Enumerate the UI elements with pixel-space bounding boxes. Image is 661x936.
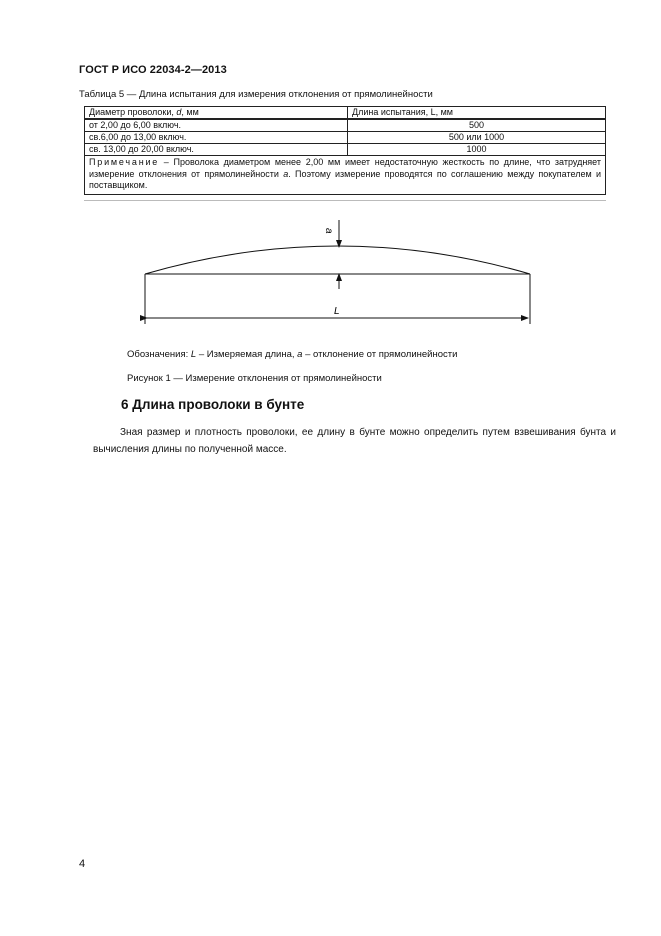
col-diameter-header xyxy=(85,107,348,120)
note-var: a xyxy=(283,168,289,179)
length-table xyxy=(84,106,606,195)
cell-range: св. 13,00 до 20,00 включ. xyxy=(85,144,348,156)
label-L: L xyxy=(334,306,340,317)
deviation-figure xyxy=(135,216,540,328)
legend-a: a xyxy=(297,349,303,360)
table-row xyxy=(85,119,606,132)
cell-length: 500 xyxy=(348,119,606,132)
bent-wire-arc xyxy=(145,246,530,274)
table-bottom-rule xyxy=(84,200,606,201)
table-row xyxy=(85,132,606,144)
col-length-header: Длина испытания, L, мм xyxy=(348,107,606,120)
table-note-row xyxy=(85,156,606,195)
cell-range: св.6,00 до 13,00 включ. xyxy=(85,132,348,144)
table-header-row xyxy=(85,107,606,120)
table-note xyxy=(85,156,606,195)
section-heading: 6 Длина проволоки в бунте xyxy=(121,397,305,412)
section-paragraph: Зная размер и плотность проволоки, ее длину в бунте можно определить путем взвешивания бунта и вычисления длины по полученной массе. xyxy=(93,427,616,455)
label-a: a xyxy=(323,228,334,234)
table-caption: Таблица 5 — Длина испытания для измерения отклонения от прямолинейности xyxy=(79,89,433,100)
note-text-2: . Поэтому измерение проводятся по соглашению между покупателем и поставщиком. xyxy=(89,168,601,190)
col-diameter-header-var: d xyxy=(176,107,182,117)
note-text-1: – Проволока диаметром менее 2,00 мм имеет недостаточную жесткость по длине, что затрудняет измерение отклонения от прямолинейности xyxy=(89,157,601,179)
page-number: 4 xyxy=(79,858,86,870)
cell-length: 1000 xyxy=(348,144,606,156)
col-diameter-header-prefix: Диаметр проволоки, xyxy=(89,107,177,117)
legend-mid: – Измеряемая длина, xyxy=(196,349,298,360)
legend-prefix: Обозначения: xyxy=(127,349,191,360)
legend-L: L xyxy=(190,349,197,360)
cell-length: 500 или 1000 xyxy=(348,132,606,144)
table-row xyxy=(85,144,606,156)
document-id: ГОСТ Р ИСО 22034-2—2013 xyxy=(79,64,227,76)
figure-caption: Рисунок 1 — Измерение отклонения от прямолинейности xyxy=(127,373,382,384)
legend-suffix: – отклонение от прямолинейности xyxy=(302,349,458,360)
figure-legend xyxy=(127,349,457,360)
note-label: Примечание xyxy=(89,157,160,167)
cell-range: от 2,00 до 6,00 включ. xyxy=(85,119,348,132)
col-diameter-header-suffix: , мм xyxy=(181,107,199,117)
